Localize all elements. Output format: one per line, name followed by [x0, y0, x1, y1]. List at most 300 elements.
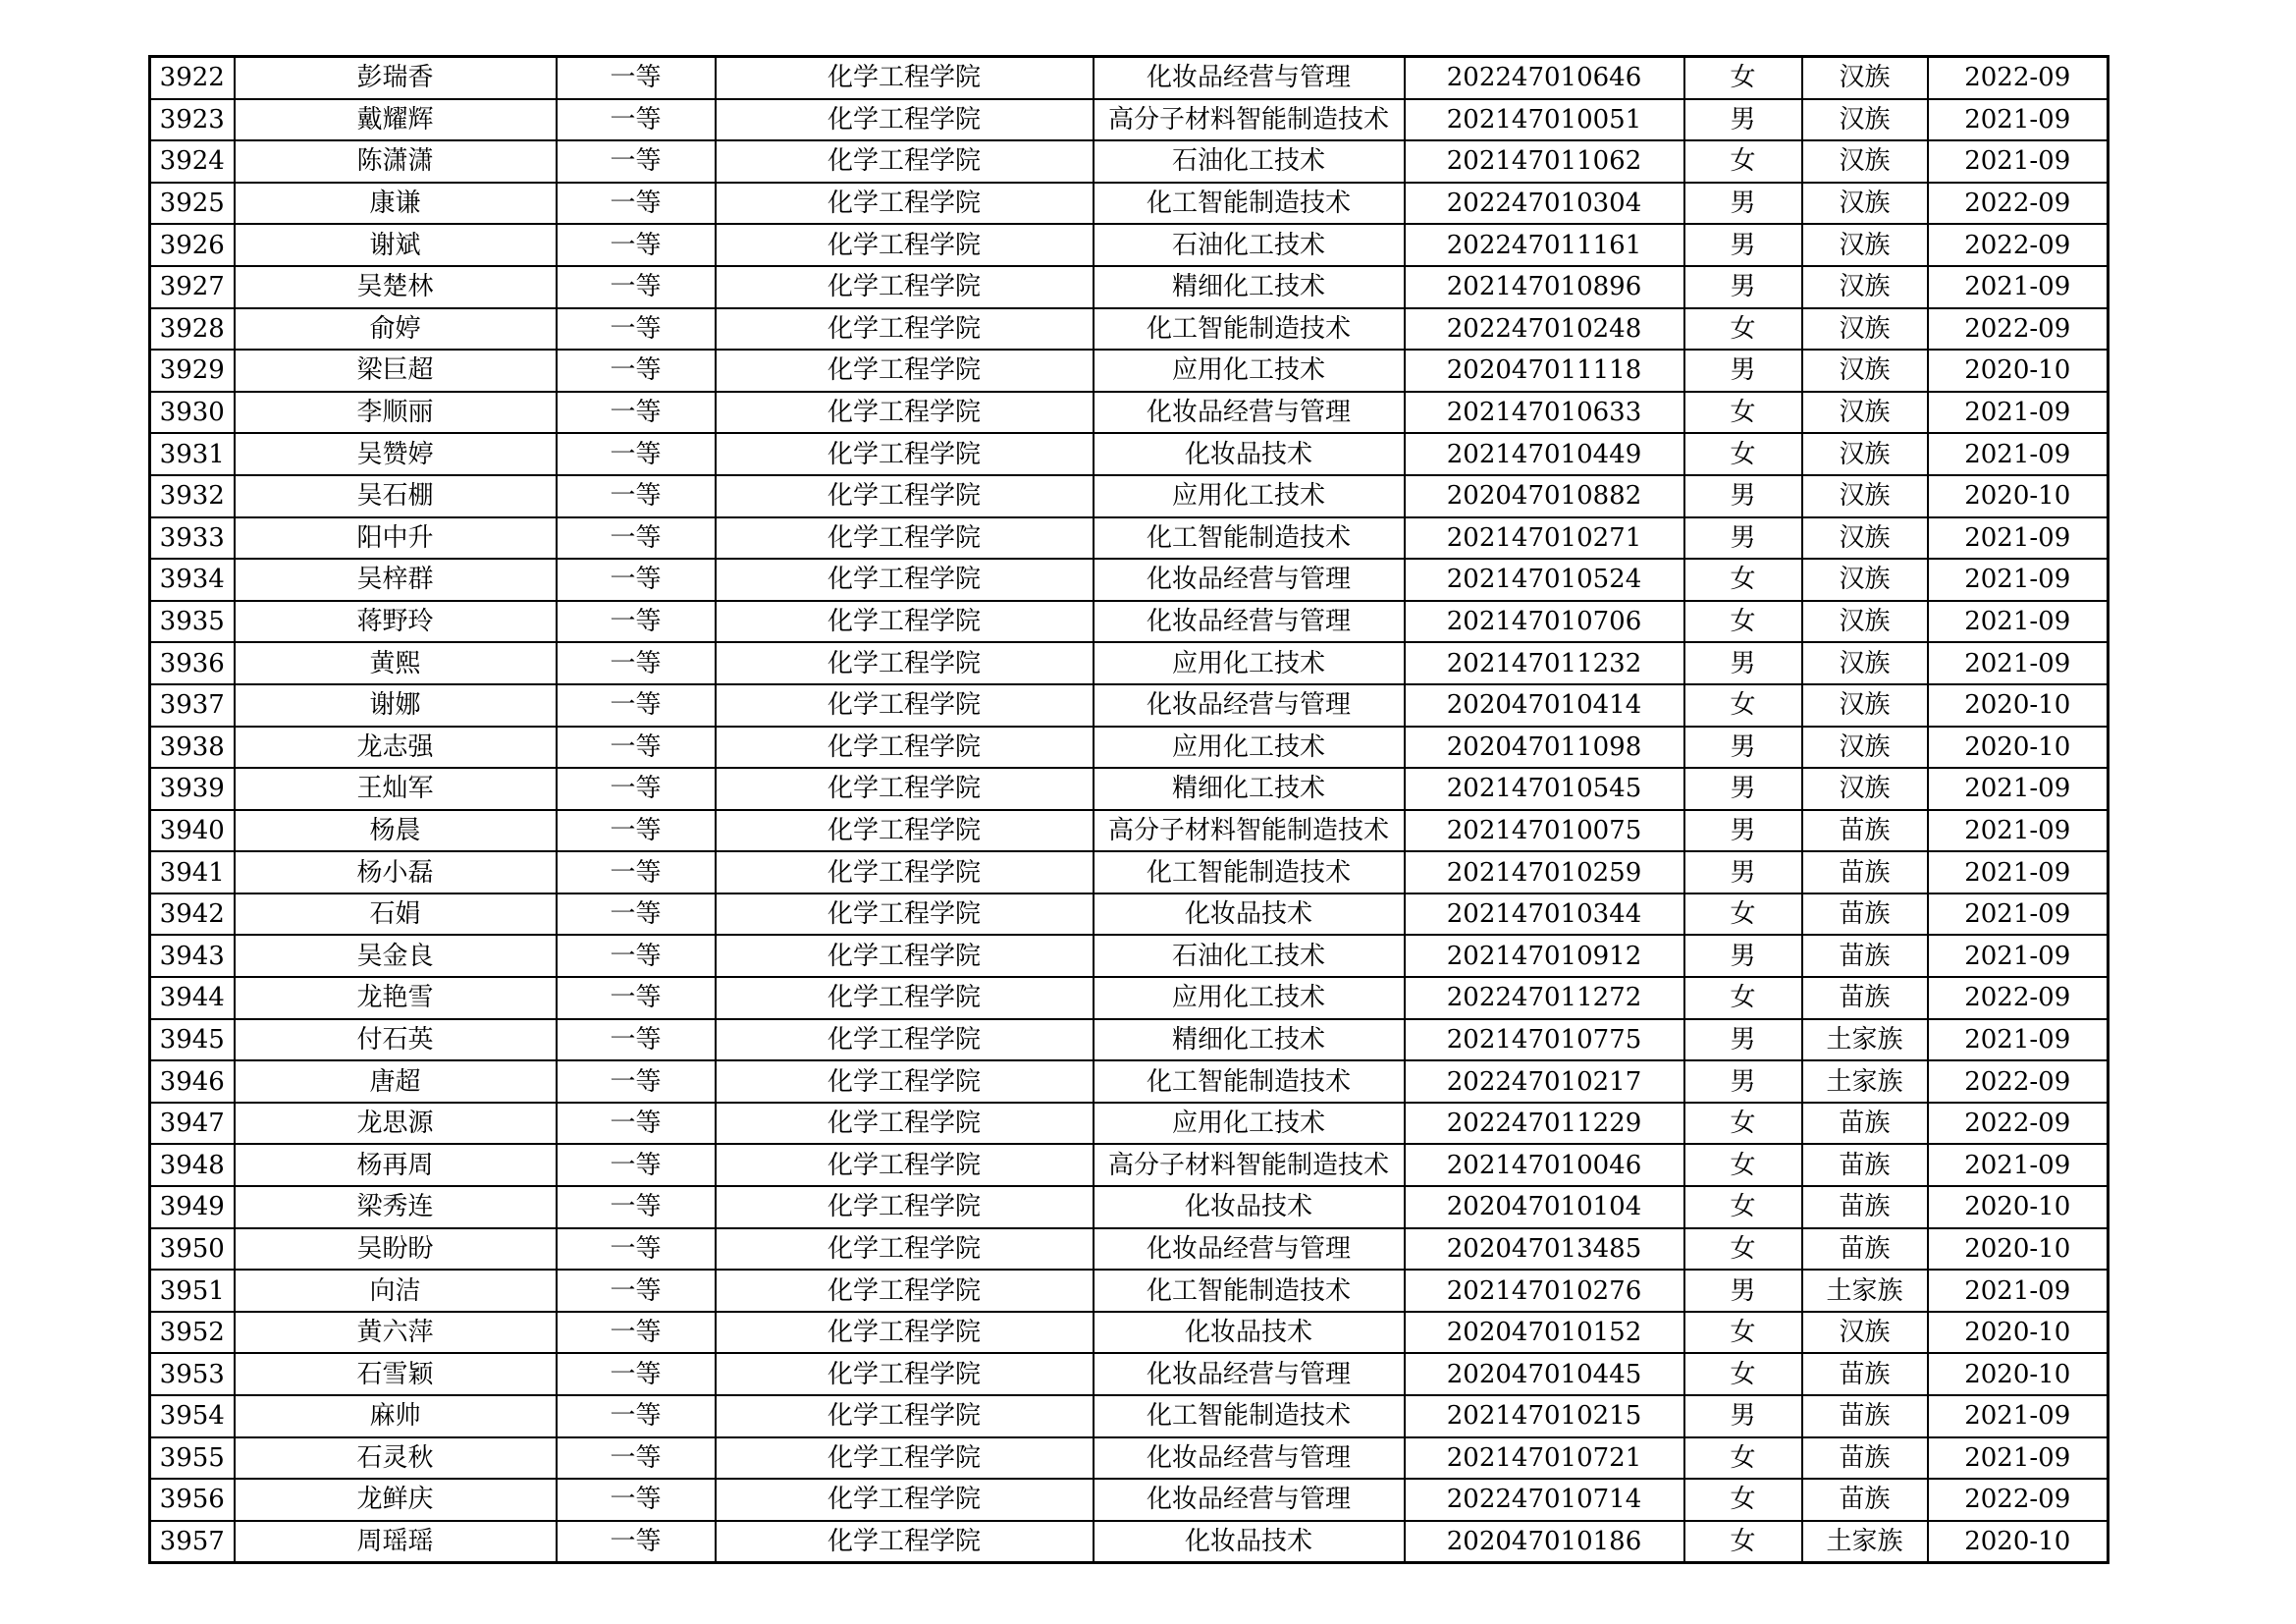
table-row: [150, 266, 2109, 308]
serial-number-cell: 3947: [150, 1103, 235, 1145]
table-row: [150, 1353, 2109, 1395]
student-name-cell: 戴耀辉: [235, 99, 557, 141]
student-id-cell: 202047013485: [1405, 1228, 1684, 1271]
major-cell: 化妆品经营与管理: [1094, 1479, 1405, 1521]
enrollment-date-cell: 2022-09: [1928, 57, 2109, 99]
gender-cell: 男: [1684, 727, 1802, 769]
gender-cell: 女: [1684, 1437, 1802, 1480]
table-row: [150, 1479, 2109, 1521]
ethnicity-cell: 苗族: [1802, 1437, 1928, 1480]
award-level-cell: 一等: [557, 1312, 716, 1354]
student-name-cell: 谢娜: [235, 684, 557, 727]
table-row: [150, 183, 2109, 225]
gender-cell: 女: [1684, 1312, 1802, 1354]
major-cell: 化妆品经营与管理: [1094, 1228, 1405, 1271]
ethnicity-cell: 苗族: [1802, 935, 1928, 977]
ethnicity-cell: 汉族: [1802, 308, 1928, 351]
award-level-cell: 一等: [557, 1103, 716, 1145]
table-row: [150, 433, 2109, 475]
student-name-cell: 阳中升: [235, 517, 557, 560]
college-cell: 化学工程学院: [716, 1353, 1094, 1395]
serial-number-cell: 3955: [150, 1437, 235, 1480]
table-row: [150, 810, 2109, 852]
ethnicity-cell: 苗族: [1802, 851, 1928, 893]
enrollment-date-cell: 2020-10: [1928, 1353, 2109, 1395]
student-name-cell: 康谦: [235, 183, 557, 225]
enrollment-date-cell: 2021-09: [1928, 935, 2109, 977]
student-name-cell: 吴金良: [235, 935, 557, 977]
student-name-cell: 梁秀连: [235, 1186, 557, 1228]
college-cell: 化学工程学院: [716, 1103, 1094, 1145]
gender-cell: 男: [1684, 935, 1802, 977]
student-id-cell: 202047010882: [1405, 475, 1684, 517]
college-cell: 化学工程学院: [716, 1270, 1094, 1312]
gender-cell: 女: [1684, 433, 1802, 475]
ethnicity-cell: 苗族: [1802, 893, 1928, 936]
student-name-cell: 吴赞婷: [235, 433, 557, 475]
student-id-cell: 202247010217: [1405, 1060, 1684, 1103]
enrollment-date-cell: 2022-09: [1928, 977, 2109, 1019]
table-row: [150, 642, 2109, 684]
enrollment-date-cell: 2021-09: [1928, 810, 2109, 852]
major-cell: 高分子材料智能制造技术: [1094, 1144, 1405, 1186]
college-cell: 化学工程学院: [716, 475, 1094, 517]
major-cell: 化妆品技术: [1094, 893, 1405, 936]
college-cell: 化学工程学院: [716, 601, 1094, 643]
college-cell: 化学工程学院: [716, 1437, 1094, 1480]
serial-number-cell: 3952: [150, 1312, 235, 1354]
ethnicity-cell: 汉族: [1802, 727, 1928, 769]
student-name-cell: 李顺丽: [235, 392, 557, 434]
student-name-cell: 吴梓群: [235, 559, 557, 601]
ethnicity-cell: 汉族: [1802, 684, 1928, 727]
major-cell: 应用化工技术: [1094, 642, 1405, 684]
award-level-cell: 一等: [557, 350, 716, 392]
student-name-cell: 杨再周: [235, 1144, 557, 1186]
ethnicity-cell: 苗族: [1802, 1479, 1928, 1521]
student-id-cell: 202247010714: [1405, 1479, 1684, 1521]
major-cell: 应用化工技术: [1094, 727, 1405, 769]
student-id-cell: 202147010046: [1405, 1144, 1684, 1186]
table-row: [150, 517, 2109, 560]
serial-number-cell: 3931: [150, 433, 235, 475]
student-id-cell: 202047011118: [1405, 350, 1684, 392]
gender-cell: 男: [1684, 768, 1802, 810]
enrollment-date-cell: 2021-09: [1928, 559, 2109, 601]
student-name-cell: 周瑶瑶: [235, 1521, 557, 1563]
serial-number-cell: 3932: [150, 475, 235, 517]
award-level-cell: 一等: [557, 1270, 716, 1312]
gender-cell: 女: [1684, 893, 1802, 936]
table-row: [150, 977, 2109, 1019]
table-row: [150, 1060, 2109, 1103]
college-cell: 化学工程学院: [716, 1312, 1094, 1354]
award-level-cell: 一等: [557, 1395, 716, 1437]
award-level-cell: 一等: [557, 601, 716, 643]
major-cell: 化妆品技术: [1094, 433, 1405, 475]
enrollment-date-cell: 2020-10: [1928, 1312, 2109, 1354]
student-name-cell: 吴楚林: [235, 266, 557, 308]
award-level-cell: 一等: [557, 266, 716, 308]
ethnicity-cell: 汉族: [1802, 475, 1928, 517]
gender-cell: 女: [1684, 1144, 1802, 1186]
award-level-cell: 一等: [557, 57, 716, 99]
serial-number-cell: 3926: [150, 224, 235, 266]
ethnicity-cell: 土家族: [1802, 1270, 1928, 1312]
student-name-cell: 俞婷: [235, 308, 557, 351]
table-row: [150, 1521, 2109, 1563]
student-id-cell: 202147010344: [1405, 893, 1684, 936]
gender-cell: 男: [1684, 475, 1802, 517]
enrollment-date-cell: 2021-09: [1928, 768, 2109, 810]
major-cell: 化工智能制造技术: [1094, 308, 1405, 351]
major-cell: 石油化工技术: [1094, 224, 1405, 266]
student-id-cell: 202147010706: [1405, 601, 1684, 643]
student-id-cell: 202147010051: [1405, 99, 1684, 141]
major-cell: 化妆品经营与管理: [1094, 601, 1405, 643]
ethnicity-cell: 苗族: [1802, 1144, 1928, 1186]
gender-cell: 男: [1684, 517, 1802, 560]
serial-number-cell: 3949: [150, 1186, 235, 1228]
student-id-cell: 202147010449: [1405, 433, 1684, 475]
enrollment-date-cell: 2021-09: [1928, 1437, 2109, 1480]
student-id-cell: 202147010075: [1405, 810, 1684, 852]
award-level-cell: 一等: [557, 308, 716, 351]
award-level-cell: 一等: [557, 224, 716, 266]
gender-cell: 男: [1684, 183, 1802, 225]
student-name-cell: 龙艳雪: [235, 977, 557, 1019]
ethnicity-cell: 汉族: [1802, 601, 1928, 643]
serial-number-cell: 3923: [150, 99, 235, 141]
enrollment-date-cell: 2020-10: [1928, 1521, 2109, 1563]
award-level-cell: 一等: [557, 517, 716, 560]
student-id-cell: 202147010721: [1405, 1437, 1684, 1480]
major-cell: 应用化工技术: [1094, 977, 1405, 1019]
college-cell: 化学工程学院: [716, 810, 1094, 852]
table-row: [150, 1186, 2109, 1228]
table-row: [150, 1228, 2109, 1271]
award-level-cell: 一等: [557, 977, 716, 1019]
table-row: [150, 475, 2109, 517]
student-name-cell: 黄熙: [235, 642, 557, 684]
gender-cell: 男: [1684, 1270, 1802, 1312]
ethnicity-cell: 汉族: [1802, 559, 1928, 601]
ethnicity-cell: 汉族: [1802, 266, 1928, 308]
table-row: [150, 1312, 2109, 1354]
student-name-cell: 麻帅: [235, 1395, 557, 1437]
serial-number-cell: 3939: [150, 768, 235, 810]
enrollment-date-cell: 2020-10: [1928, 684, 2109, 727]
table-row: [150, 1103, 2109, 1145]
enrollment-date-cell: 2021-09: [1928, 1395, 2109, 1437]
student-id-cell: 202047010152: [1405, 1312, 1684, 1354]
ethnicity-cell: 汉族: [1802, 99, 1928, 141]
student-name-cell: 杨小磊: [235, 851, 557, 893]
enrollment-date-cell: 2022-09: [1928, 1479, 2109, 1521]
ethnicity-cell: 汉族: [1802, 392, 1928, 434]
student-id-cell: 202147010912: [1405, 935, 1684, 977]
gender-cell: 女: [1684, 308, 1802, 351]
table-row: [150, 1270, 2109, 1312]
student-name-cell: 唐超: [235, 1060, 557, 1103]
ethnicity-cell: 苗族: [1802, 1186, 1928, 1228]
gender-cell: 女: [1684, 559, 1802, 601]
college-cell: 化学工程学院: [716, 559, 1094, 601]
major-cell: 高分子材料智能制造技术: [1094, 810, 1405, 852]
major-cell: 精细化工技术: [1094, 768, 1405, 810]
ethnicity-cell: 汉族: [1802, 768, 1928, 810]
ethnicity-cell: 苗族: [1802, 1353, 1928, 1395]
student-id-cell: 202147010276: [1405, 1270, 1684, 1312]
student-id-cell: 202147010775: [1405, 1019, 1684, 1061]
enrollment-date-cell: 2021-09: [1928, 140, 2109, 183]
student-id-cell: 202147010271: [1405, 517, 1684, 560]
award-level-cell: 一等: [557, 810, 716, 852]
student-name-cell: 谢斌: [235, 224, 557, 266]
ethnicity-cell: 土家族: [1802, 1521, 1928, 1563]
major-cell: 化妆品经营与管理: [1094, 559, 1405, 601]
serial-number-cell: 3938: [150, 727, 235, 769]
gender-cell: 男: [1684, 1019, 1802, 1061]
ethnicity-cell: 土家族: [1802, 1060, 1928, 1103]
ethnicity-cell: 汉族: [1802, 183, 1928, 225]
scholarship-list-sheet: [148, 55, 2107, 1564]
serial-number-cell: 3956: [150, 1479, 235, 1521]
serial-number-cell: 3933: [150, 517, 235, 560]
enrollment-date-cell: 2021-09: [1928, 266, 2109, 308]
serial-number-cell: 3930: [150, 392, 235, 434]
college-cell: 化学工程学院: [716, 1228, 1094, 1271]
student-id-cell: 202147010259: [1405, 851, 1684, 893]
college-cell: 化学工程学院: [716, 1060, 1094, 1103]
serial-number-cell: 3928: [150, 308, 235, 351]
gender-cell: 女: [1684, 684, 1802, 727]
enrollment-date-cell: 2021-09: [1928, 433, 2109, 475]
table-row: [150, 601, 2109, 643]
gender-cell: 男: [1684, 224, 1802, 266]
enrollment-date-cell: 2021-09: [1928, 1270, 2109, 1312]
student-id-cell: 202047010445: [1405, 1353, 1684, 1395]
ethnicity-cell: 苗族: [1802, 1395, 1928, 1437]
student-id-cell: 202147010545: [1405, 768, 1684, 810]
student-id-cell: 202047010186: [1405, 1521, 1684, 1563]
ethnicity-cell: 汉族: [1802, 224, 1928, 266]
major-cell: 应用化工技术: [1094, 475, 1405, 517]
award-level-cell: 一等: [557, 935, 716, 977]
student-name-cell: 付石英: [235, 1019, 557, 1061]
gender-cell: 男: [1684, 1060, 1802, 1103]
enrollment-date-cell: 2022-09: [1928, 183, 2109, 225]
ethnicity-cell: 汉族: [1802, 433, 1928, 475]
student-id-cell: 202147010524: [1405, 559, 1684, 601]
ethnicity-cell: 土家族: [1802, 1019, 1928, 1061]
gender-cell: 男: [1684, 266, 1802, 308]
award-level-cell: 一等: [557, 1228, 716, 1271]
college-cell: 化学工程学院: [716, 977, 1094, 1019]
table-row: [150, 893, 2109, 936]
table-row: [150, 1395, 2109, 1437]
gender-cell: 女: [1684, 1521, 1802, 1563]
college-cell: 化学工程学院: [716, 1186, 1094, 1228]
college-cell: 化学工程学院: [716, 935, 1094, 977]
ethnicity-cell: 苗族: [1802, 977, 1928, 1019]
college-cell: 化学工程学院: [716, 1479, 1094, 1521]
college-cell: 化学工程学院: [716, 99, 1094, 141]
award-level-cell: 一等: [557, 1144, 716, 1186]
major-cell: 化工智能制造技术: [1094, 1395, 1405, 1437]
award-level-cell: 一等: [557, 851, 716, 893]
enrollment-date-cell: 2021-09: [1928, 392, 2109, 434]
student-name-cell: 梁巨超: [235, 350, 557, 392]
gender-cell: 男: [1684, 642, 1802, 684]
college-cell: 化学工程学院: [716, 1521, 1094, 1563]
gender-cell: 女: [1684, 1186, 1802, 1228]
gender-cell: 女: [1684, 1228, 1802, 1271]
ethnicity-cell: 汉族: [1802, 350, 1928, 392]
ethnicity-cell: 汉族: [1802, 517, 1928, 560]
major-cell: 应用化工技术: [1094, 1103, 1405, 1145]
major-cell: 化工智能制造技术: [1094, 183, 1405, 225]
student-name-cell: 石灵秋: [235, 1437, 557, 1480]
serial-number-cell: 3948: [150, 1144, 235, 1186]
serial-number-cell: 3944: [150, 977, 235, 1019]
table-body: [150, 57, 2109, 1563]
student-name-cell: 石雪颖: [235, 1353, 557, 1395]
gender-cell: 女: [1684, 1353, 1802, 1395]
student-id-cell: 202247010646: [1405, 57, 1684, 99]
gender-cell: 女: [1684, 140, 1802, 183]
enrollment-date-cell: 2021-09: [1928, 1019, 2109, 1061]
major-cell: 化妆品技术: [1094, 1186, 1405, 1228]
serial-number-cell: 3941: [150, 851, 235, 893]
college-cell: 化学工程学院: [716, 642, 1094, 684]
ethnicity-cell: 苗族: [1802, 1103, 1928, 1145]
major-cell: 化工智能制造技术: [1094, 517, 1405, 560]
student-name-cell: 蒋野玲: [235, 601, 557, 643]
college-cell: 化学工程学院: [716, 851, 1094, 893]
serial-number-cell: 3950: [150, 1228, 235, 1271]
award-level-cell: 一等: [557, 1437, 716, 1480]
table-row: [150, 308, 2109, 351]
enrollment-date-cell: 2021-09: [1928, 893, 2109, 936]
gender-cell: 男: [1684, 99, 1802, 141]
award-level-cell: 一等: [557, 140, 716, 183]
award-level-cell: 一等: [557, 559, 716, 601]
student-id-cell: 202147010215: [1405, 1395, 1684, 1437]
major-cell: 精细化工技术: [1094, 266, 1405, 308]
table-row: [150, 559, 2109, 601]
serial-number-cell: 3943: [150, 935, 235, 977]
serial-number-cell: 3954: [150, 1395, 235, 1437]
enrollment-date-cell: 2021-09: [1928, 1144, 2109, 1186]
college-cell: 化学工程学院: [716, 1144, 1094, 1186]
major-cell: 化工智能制造技术: [1094, 1270, 1405, 1312]
college-cell: 化学工程学院: [716, 1395, 1094, 1437]
award-level-cell: 一等: [557, 1353, 716, 1395]
serial-number-cell: 3924: [150, 140, 235, 183]
college-cell: 化学工程学院: [716, 57, 1094, 99]
serial-number-cell: 3925: [150, 183, 235, 225]
enrollment-date-cell: 2022-09: [1928, 308, 2109, 351]
college-cell: 化学工程学院: [716, 224, 1094, 266]
gender-cell: 男: [1684, 851, 1802, 893]
major-cell: 石油化工技术: [1094, 140, 1405, 183]
student-name-cell: 陈潇潇: [235, 140, 557, 183]
serial-number-cell: 3937: [150, 684, 235, 727]
major-cell: 化工智能制造技术: [1094, 851, 1405, 893]
student-name-cell: 石娟: [235, 893, 557, 936]
student-name-cell: 吴石棚: [235, 475, 557, 517]
gender-cell: 男: [1684, 1395, 1802, 1437]
serial-number-cell: 3945: [150, 1019, 235, 1061]
table-row: [150, 851, 2109, 893]
award-level-cell: 一等: [557, 392, 716, 434]
ethnicity-cell: 汉族: [1802, 642, 1928, 684]
major-cell: 高分子材料智能制造技术: [1094, 99, 1405, 141]
student-name-cell: 王灿军: [235, 768, 557, 810]
major-cell: 化工智能制造技术: [1094, 1060, 1405, 1103]
table-row: [150, 768, 2109, 810]
student-id-cell: 202247010248: [1405, 308, 1684, 351]
gender-cell: 女: [1684, 1479, 1802, 1521]
ethnicity-cell: 汉族: [1802, 140, 1928, 183]
college-cell: 化学工程学院: [716, 517, 1094, 560]
serial-number-cell: 3936: [150, 642, 235, 684]
student-name-cell: 彭瑞香: [235, 57, 557, 99]
award-level-cell: 一等: [557, 1019, 716, 1061]
student-id-cell: 202247011272: [1405, 977, 1684, 1019]
student-id-cell: 202047011098: [1405, 727, 1684, 769]
serial-number-cell: 3922: [150, 57, 235, 99]
award-level-cell: 一等: [557, 1521, 716, 1563]
serial-number-cell: 3946: [150, 1060, 235, 1103]
ethnicity-cell: 苗族: [1802, 810, 1928, 852]
major-cell: 精细化工技术: [1094, 1019, 1405, 1061]
student-name-cell: 龙鲜庆: [235, 1479, 557, 1521]
table-row: [150, 57, 2109, 99]
serial-number-cell: 3953: [150, 1353, 235, 1395]
gender-cell: 女: [1684, 601, 1802, 643]
student-name-cell: 黄六萍: [235, 1312, 557, 1354]
enrollment-date-cell: 2020-10: [1928, 727, 2109, 769]
serial-number-cell: 3951: [150, 1270, 235, 1312]
major-cell: 化妆品技术: [1094, 1312, 1405, 1354]
college-cell: 化学工程学院: [716, 433, 1094, 475]
student-id-cell: 202147011062: [1405, 140, 1684, 183]
college-cell: 化学工程学院: [716, 768, 1094, 810]
gender-cell: 男: [1684, 810, 1802, 852]
award-level-cell: 一等: [557, 433, 716, 475]
gender-cell: 男: [1684, 350, 1802, 392]
enrollment-date-cell: 2021-09: [1928, 851, 2109, 893]
college-cell: 化学工程学院: [716, 392, 1094, 434]
enrollment-date-cell: 2021-09: [1928, 601, 2109, 643]
table-row: [150, 1019, 2109, 1061]
serial-number-cell: 3940: [150, 810, 235, 852]
student-id-cell: 202247011161: [1405, 224, 1684, 266]
college-cell: 化学工程学院: [716, 308, 1094, 351]
college-cell: 化学工程学院: [716, 183, 1094, 225]
college-cell: 化学工程学院: [716, 727, 1094, 769]
award-level-cell: 一等: [557, 99, 716, 141]
college-cell: 化学工程学院: [716, 140, 1094, 183]
student-id-cell: 202147011232: [1405, 642, 1684, 684]
student-id-cell: 202047010104: [1405, 1186, 1684, 1228]
enrollment-date-cell: 2021-09: [1928, 642, 2109, 684]
award-level-cell: 一等: [557, 684, 716, 727]
student-name-cell: 龙思源: [235, 1103, 557, 1145]
major-cell: 化妆品经营与管理: [1094, 1437, 1405, 1480]
